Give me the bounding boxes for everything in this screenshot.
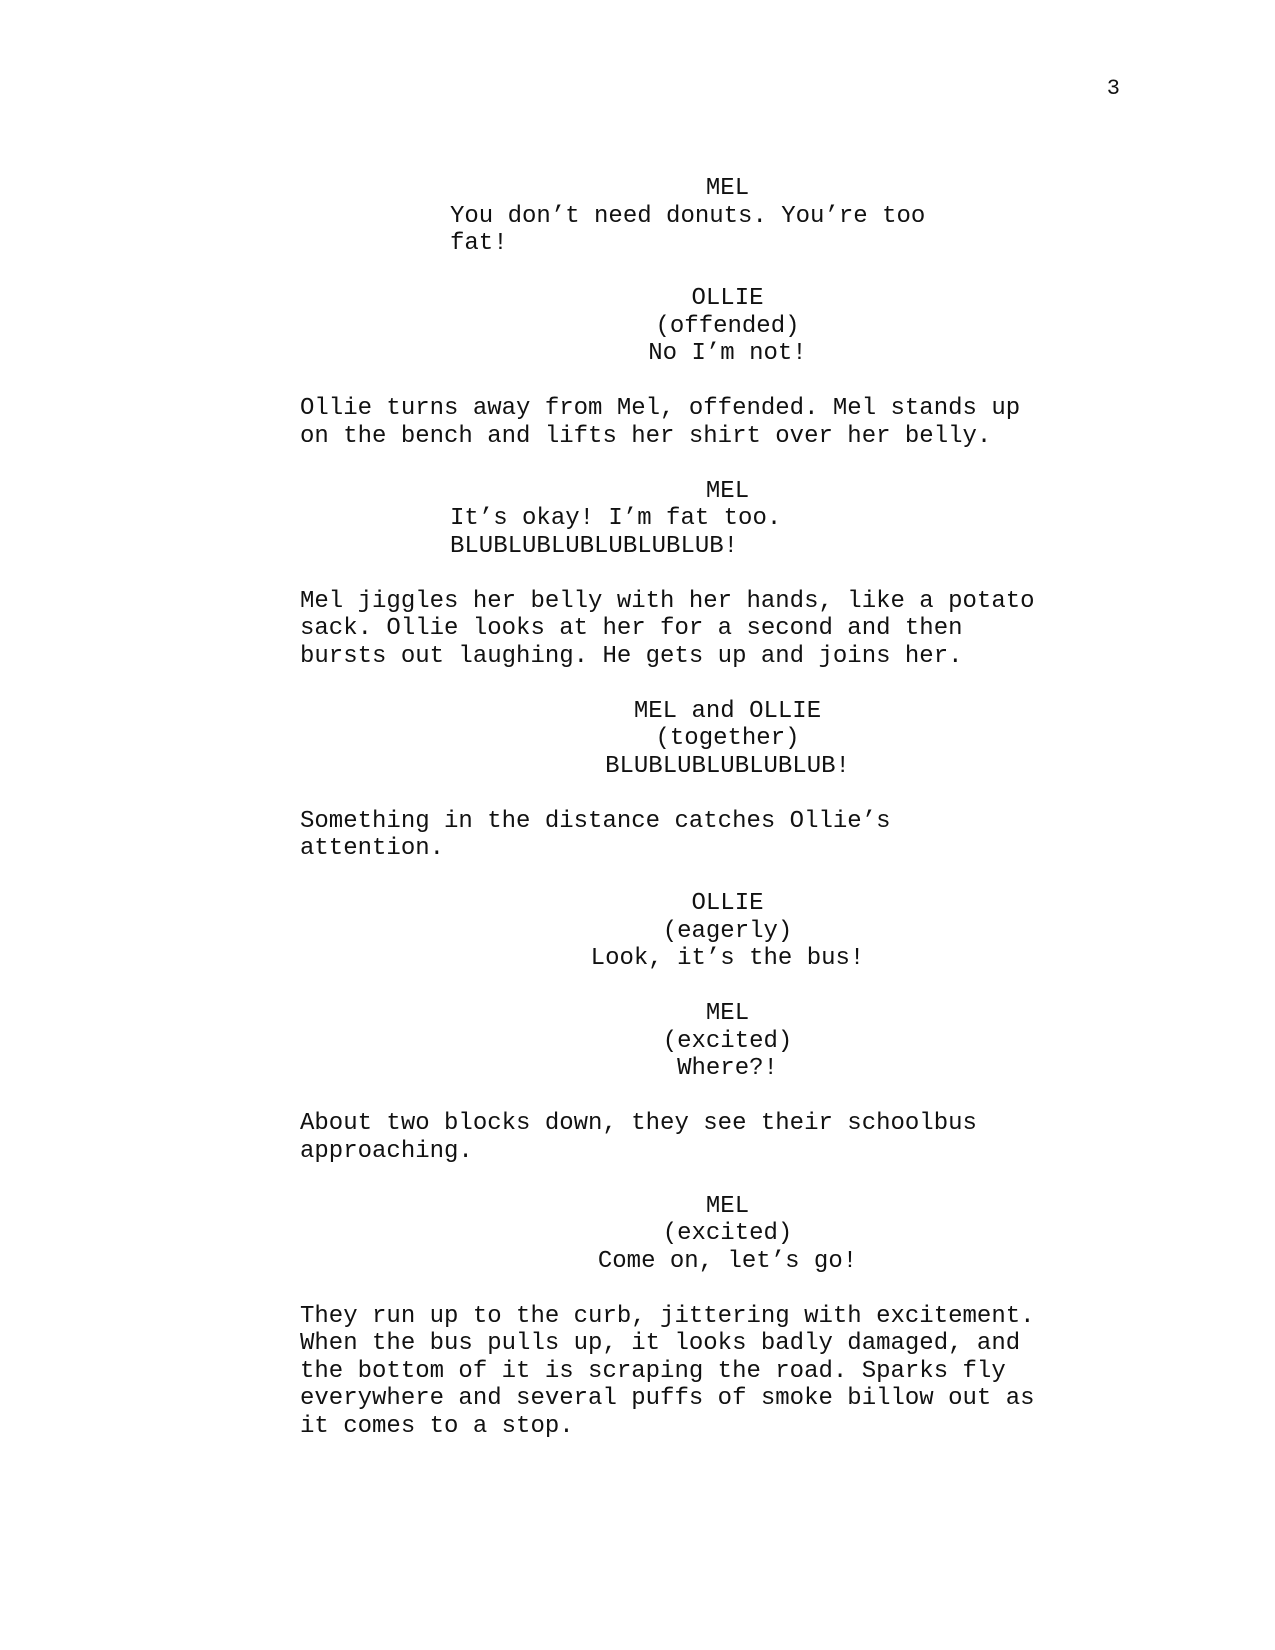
spacer <box>0 780 1275 808</box>
spacer <box>0 670 1275 698</box>
spacer <box>0 450 1275 478</box>
spacer <box>0 1165 1275 1193</box>
parenthetical: (offended) <box>655 312 800 340</box>
spacer <box>0 1275 1275 1303</box>
spacer <box>0 258 1275 286</box>
action-line: Ollie turns away from Mel, offended. Mel stands up on the bench and lifts her shirt over her belly. <box>300 395 1021 450</box>
spacer <box>0 863 1275 891</box>
spacer <box>0 368 1275 396</box>
character-name: OLLIE <box>691 285 764 312</box>
character-name: MEL <box>705 1192 750 1220</box>
dialogue: Look, it’s the bus! <box>590 945 865 972</box>
dialogue: BLUBLUBLUBLUBLUB! <box>605 752 850 780</box>
spacer <box>0 1083 1275 1111</box>
parenthetical: (excited) <box>662 1220 793 1247</box>
spacer <box>0 973 1275 1001</box>
parenthetical: (excited) <box>662 1027 793 1055</box>
dialogue: It’s okay! I’m fat too. BLUBLUBLUBLUBLUBLUB! <box>450 505 782 560</box>
parenthetical: (together) <box>655 725 800 752</box>
character-name: MEL <box>705 175 750 202</box>
page-number: 3 <box>1106 76 1120 101</box>
character-name: OLLIE <box>691 890 764 917</box>
dialogue: You don’t need donuts. You’re too fat! <box>450 202 926 257</box>
spacer <box>0 560 1275 588</box>
parenthetical: (eagerly) <box>662 917 793 945</box>
script-body <box>0 175 1275 1440</box>
dialogue: No I’m not! <box>648 340 807 367</box>
character-name: MEL <box>705 477 750 505</box>
action-line: They run up to the curb, jittering with excitement. When the bus pulls up, it looks badly damaged, and the bottom of it is scraping the road. Sparks fly everywhere and several puffs of smoke billow out as it comes to a stop. <box>300 1302 1035 1440</box>
dialogue: Come on, let’s go! <box>597 1247 858 1275</box>
action-line: Something in the distance catches Ollie’s attention. <box>300 807 891 862</box>
action-line: Mel jiggles her belly with her hands, like a potato sack. Ollie looks at her for a second and then bursts out laughing. He gets up and joins her. <box>300 587 1035 670</box>
character-name: MEL and OLLIE <box>633 697 822 725</box>
action-line: About two blocks down, they see their schoolbus approaching. <box>300 1110 977 1165</box>
character-name: MEL <box>705 1000 750 1027</box>
dialogue: Where?! <box>677 1055 778 1082</box>
